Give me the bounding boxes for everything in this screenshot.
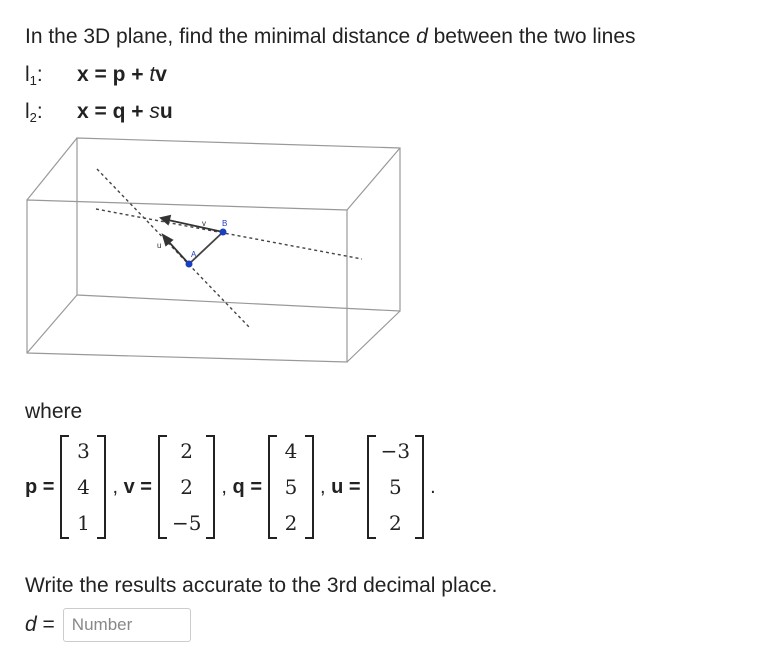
vector-v-entry-2: 2 xyxy=(180,475,194,499)
vector-q-label: q = xyxy=(232,475,262,498)
vector-u-matrix xyxy=(367,435,424,539)
vector-u-entry-1: −3 xyxy=(380,439,411,463)
line-2-definition xyxy=(25,99,173,131)
vector-p-entry-3: 1 xyxy=(77,511,90,535)
point-a xyxy=(186,261,193,268)
separator: , xyxy=(221,475,233,498)
vector-p-label: p = xyxy=(25,475,55,498)
line-1-label: $l_1$: xyxy=(25,63,43,88)
distance-answer-input[interactable] xyxy=(63,608,191,642)
point-b xyxy=(220,229,227,236)
dashed-lines xyxy=(96,169,362,328)
line-2-dashed xyxy=(97,169,250,328)
vector-u-entry-2: 5 xyxy=(388,475,402,499)
point-b-label: B xyxy=(222,219,228,228)
line-2-equation: x = q + su xyxy=(77,100,173,123)
line-1-equation: x = p + tv xyxy=(77,63,167,86)
vector-v-matrix xyxy=(158,435,215,539)
vector-q-entry-2: 5 xyxy=(284,475,298,499)
vector-definitions xyxy=(25,434,436,540)
answer-label: d = xyxy=(25,613,55,636)
final-period: . xyxy=(430,475,436,498)
vector-v xyxy=(168,220,223,232)
line-2-label: $l_2$: xyxy=(25,100,43,125)
vector-v-label: v xyxy=(202,219,206,228)
prompt-variable: d xyxy=(416,25,428,48)
prompt-text-start: In the 3D plane, find the minimal distance xyxy=(25,25,417,48)
question-prompt xyxy=(25,24,636,50)
answer-row xyxy=(25,608,191,642)
vector-u-label-text: u = xyxy=(331,475,361,498)
vector-p-entry-2: 4 xyxy=(77,475,90,499)
separator: , xyxy=(320,475,332,498)
vector-v-entry-3: −5 xyxy=(171,511,202,535)
prompt-text-end: between the two lines xyxy=(427,25,636,48)
line-1-dashed xyxy=(96,209,362,259)
separator: , xyxy=(112,475,124,498)
instruction-text: Write the results accurate to the 3rd decimal place. xyxy=(25,574,498,597)
vector-p-entry-1: 3 xyxy=(77,439,90,463)
3d-lines-figure xyxy=(22,133,402,365)
bounding-box xyxy=(27,138,400,362)
segment-ab xyxy=(189,232,223,264)
vector-u xyxy=(168,241,189,264)
vector-u-label: u xyxy=(157,241,162,250)
vector-p-matrix xyxy=(60,435,106,539)
line-1-definition xyxy=(25,62,167,94)
vector-q-entry-1: 4 xyxy=(284,439,298,463)
vector-v-label-text: v = xyxy=(123,475,152,498)
vector-v-arrowhead xyxy=(161,216,170,224)
vector-v-entry-1: 2 xyxy=(180,439,194,463)
vector-u-entry-3: 2 xyxy=(388,511,402,535)
vector-q-matrix xyxy=(268,435,314,539)
vector-q-entry-3: 2 xyxy=(284,511,298,535)
where-label: where xyxy=(25,400,83,423)
point-a-label: A xyxy=(191,250,197,259)
